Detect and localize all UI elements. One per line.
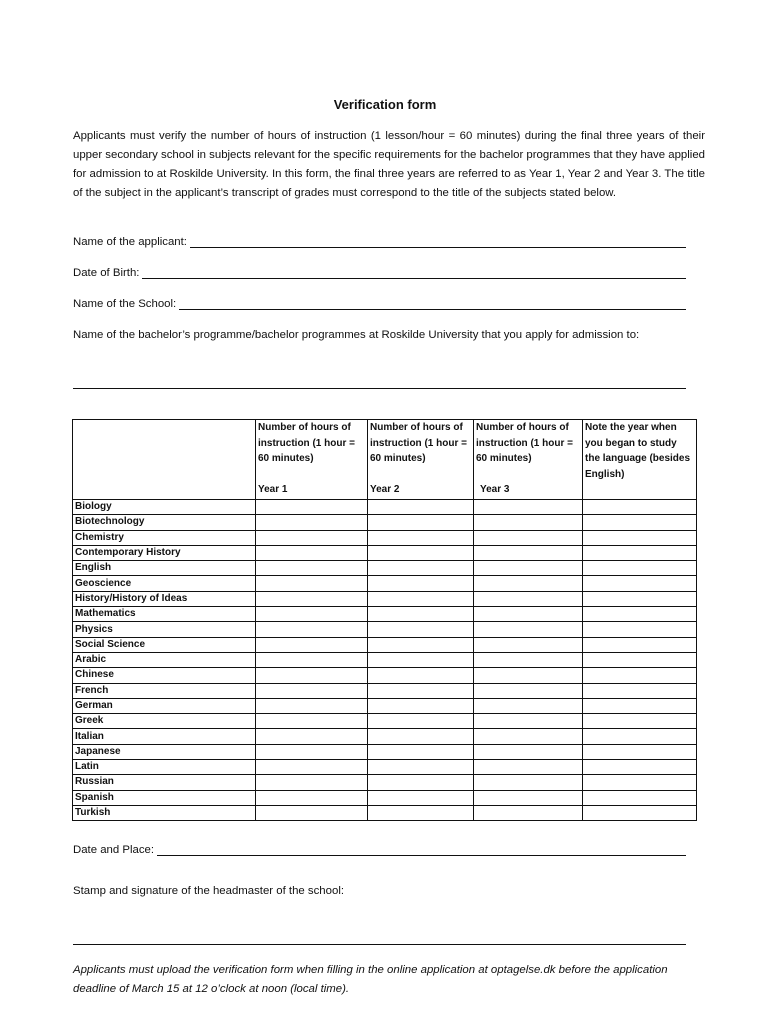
cell-year-1[interactable]	[256, 515, 368, 530]
applicant-name-field[interactable]	[73, 235, 686, 248]
cell-language-year[interactable]	[583, 760, 697, 775]
subject-name: Contemporary History	[73, 545, 256, 560]
footer-note: Applicants must upload the verification form when filling in the online application at optagelse.dk before the application deadline of March 15 at 12 o’clock at noon (local time).	[73, 964, 668, 995]
table-row	[73, 668, 697, 683]
cell-year-2[interactable]	[368, 515, 474, 530]
cell-language-year[interactable]	[583, 698, 697, 713]
cell-year-1[interactable]	[256, 591, 368, 606]
cell-year-3[interactable]	[474, 591, 583, 606]
cell-year-1[interactable]	[256, 561, 368, 576]
table-row	[73, 729, 697, 744]
cell-year-2[interactable]	[368, 729, 474, 744]
subject-rows	[73, 500, 697, 821]
cell-year-1[interactable]	[256, 500, 368, 515]
header-year-3-label: Year 3	[480, 483, 510, 495]
cell-year-2[interactable]	[368, 576, 474, 591]
cell-language-year[interactable]	[583, 576, 697, 591]
header-year-3-text: Number of hours of instruction (1 hour = 60 minutes)	[476, 422, 573, 464]
table-row	[73, 637, 697, 652]
cell-language-year[interactable]	[583, 591, 697, 606]
subject-name: German	[73, 698, 256, 713]
subject-name: History/History of Ideas	[73, 591, 256, 606]
cell-language-year[interactable]	[583, 652, 697, 667]
subject-name: Chemistry	[73, 530, 256, 545]
cell-year-3[interactable]	[474, 622, 583, 637]
cell-year-3[interactable]	[474, 775, 583, 790]
cell-year-2[interactable]	[368, 500, 474, 515]
cell-language-year[interactable]	[583, 775, 697, 790]
table-row	[73, 652, 697, 667]
cell-year-2[interactable]	[368, 714, 474, 729]
table-row	[73, 698, 697, 713]
subject-name: Biology	[73, 500, 256, 515]
programme-line[interactable]	[73, 376, 686, 389]
subject-name: Russian	[73, 775, 256, 790]
cell-language-year[interactable]	[583, 790, 697, 805]
table-row	[73, 530, 697, 545]
cell-year-3[interactable]	[474, 698, 583, 713]
subject-name: Geoscience	[73, 576, 256, 591]
cell-year-3[interactable]	[474, 561, 583, 576]
cell-language-year[interactable]	[583, 744, 697, 759]
cell-year-1[interactable]	[256, 668, 368, 683]
cell-year-2[interactable]	[368, 622, 474, 637]
cell-language-year[interactable]	[583, 607, 697, 622]
cell-language-year[interactable]	[583, 805, 697, 820]
cell-year-3[interactable]	[474, 530, 583, 545]
table-row	[73, 576, 697, 591]
cell-language-year[interactable]	[583, 561, 697, 576]
table-row	[73, 545, 697, 560]
subject-name: Latin	[73, 760, 256, 775]
cell-year-2[interactable]	[368, 652, 474, 667]
cell-year-3[interactable]	[474, 760, 583, 775]
subject-name: Japanese	[73, 744, 256, 759]
cell-year-3[interactable]	[474, 668, 583, 683]
cell-year-3[interactable]	[474, 515, 583, 530]
table-header-row	[73, 420, 697, 500]
cell-year-2[interactable]	[368, 805, 474, 820]
cell-year-3[interactable]	[474, 683, 583, 698]
cell-year-2[interactable]	[368, 637, 474, 652]
cell-year-1[interactable]	[256, 775, 368, 790]
header-year-1-text: Number of hours of instruction (1 hour = 60 minutes)	[258, 422, 355, 464]
cell-year-1[interactable]	[256, 545, 368, 560]
subject-name: Turkish	[73, 805, 256, 820]
table-row	[73, 591, 697, 606]
table-row	[73, 714, 697, 729]
cell-year-3[interactable]	[474, 729, 583, 744]
subject-name: Mathematics	[73, 607, 256, 622]
cell-year-2[interactable]	[368, 744, 474, 759]
hours-table	[72, 419, 697, 821]
subject-name: Chinese	[73, 668, 256, 683]
subject-name: English	[73, 561, 256, 576]
cell-year-1[interactable]	[256, 744, 368, 759]
table-row	[73, 744, 697, 759]
subject-name: Physics	[73, 622, 256, 637]
cell-year-3[interactable]	[474, 790, 583, 805]
cell-year-2[interactable]	[368, 668, 474, 683]
date-of-birth-label: Date of Birth:	[73, 267, 140, 279]
date-place-line[interactable]	[157, 843, 686, 856]
subject-name: Greek	[73, 714, 256, 729]
header-language-note	[583, 420, 697, 500]
cell-year-2[interactable]	[368, 561, 474, 576]
table-row	[73, 561, 697, 576]
cell-year-2[interactable]	[368, 760, 474, 775]
subject-name: Biotechnology	[73, 515, 256, 530]
date-place-label: Date and Place:	[73, 844, 155, 856]
header-year-3	[474, 420, 583, 500]
stamp-signature-line[interactable]	[73, 932, 686, 945]
cell-year-1[interactable]	[256, 607, 368, 622]
cell-language-year[interactable]	[583, 622, 697, 637]
header-year-2-text: Number of hours of instruction (1 hour = 60 minutes)	[370, 422, 467, 464]
date-of-birth-field[interactable]	[73, 266, 686, 279]
table-row	[73, 805, 697, 820]
header-year-2	[368, 420, 474, 500]
cell-year-1[interactable]	[256, 637, 368, 652]
cell-year-2[interactable]	[368, 698, 474, 713]
table-row	[73, 683, 697, 698]
table-row	[73, 790, 697, 805]
cell-year-3[interactable]	[474, 545, 583, 560]
cell-year-2[interactable]	[368, 775, 474, 790]
cell-year-3[interactable]	[474, 500, 583, 515]
header-year-2-label: Year 2	[370, 483, 400, 495]
programme-label: Name of the bachelor’s programme/bachelor programmes at Roskilde University that you apply for admission to:	[73, 329, 640, 341]
cell-year-1[interactable]	[256, 576, 368, 591]
cell-year-1[interactable]	[256, 805, 368, 820]
intro-paragraph: Applicants must verify the number of hours of instruction (1 lesson/hour = 60 minutes) during the final three years of their upper secondary school in subjects relevant for the specific requirements for the bachelor programmes that they have applied for admission to at Roskilde University. In this form, the final three years are referred to as Year 1, Year 2 and Year 3. The title of the subject in the applicant’s transcript of grades must correspond to the title of the subjects stated below.	[73, 130, 705, 200]
header-language-note-text: Note the year when you began to study the language (besides English)	[585, 422, 691, 480]
cell-year-2[interactable]	[368, 591, 474, 606]
table-row	[73, 622, 697, 637]
date-place-field[interactable]	[73, 843, 686, 856]
cell-language-year[interactable]	[583, 545, 697, 560]
cell-year-2[interactable]	[368, 683, 474, 698]
cell-year-1[interactable]	[256, 683, 368, 698]
subject-name: Italian	[73, 729, 256, 744]
stamp-signature-label: Stamp and signature of the headmaster of the school:	[73, 885, 345, 897]
applicant-name-line[interactable]	[190, 235, 686, 248]
cell-year-3[interactable]	[474, 805, 583, 820]
header-year-1-label: Year 1	[258, 483, 288, 495]
table-row	[73, 515, 697, 530]
cell-year-3[interactable]	[474, 607, 583, 622]
cell-language-year[interactable]	[583, 500, 697, 515]
cell-year-1[interactable]	[256, 622, 368, 637]
subject-name: Spanish	[73, 790, 256, 805]
school-name-field[interactable]	[73, 297, 686, 310]
table-row	[73, 760, 697, 775]
cell-year-3[interactable]	[474, 652, 583, 667]
subject-name: French	[73, 683, 256, 698]
cell-language-year[interactable]	[583, 729, 697, 744]
applicant-name-label: Name of the applicant:	[73, 236, 187, 248]
subject-name: Arabic	[73, 652, 256, 667]
cell-year-3[interactable]	[474, 744, 583, 759]
school-name-label: Name of the School:	[73, 298, 177, 310]
cell-language-year[interactable]	[583, 515, 697, 530]
cell-year-2[interactable]	[368, 607, 474, 622]
cell-year-3[interactable]	[474, 576, 583, 591]
cell-year-1[interactable]	[256, 652, 368, 667]
date-of-birth-line[interactable]	[142, 266, 686, 279]
cell-year-3[interactable]	[474, 637, 583, 652]
cell-year-2[interactable]	[368, 545, 474, 560]
cell-language-year[interactable]	[583, 668, 697, 683]
cell-language-year[interactable]	[583, 683, 697, 698]
cell-year-2[interactable]	[368, 530, 474, 545]
header-subject	[73, 420, 256, 500]
table-row	[73, 500, 697, 515]
cell-language-year[interactable]	[583, 714, 697, 729]
subject-name: Social Science	[73, 637, 256, 652]
form-title: Verification form	[333, 97, 437, 112]
cell-year-1[interactable]	[256, 698, 368, 713]
cell-language-year[interactable]	[583, 637, 697, 652]
cell-year-1[interactable]	[256, 729, 368, 744]
cell-language-year[interactable]	[583, 530, 697, 545]
cell-year-1[interactable]	[256, 530, 368, 545]
header-year-1	[256, 420, 368, 500]
cell-year-1[interactable]	[256, 760, 368, 775]
table-row	[73, 607, 697, 622]
school-name-line[interactable]	[179, 297, 686, 310]
cell-year-2[interactable]	[368, 790, 474, 805]
table-row	[73, 775, 697, 790]
cell-year-1[interactable]	[256, 714, 368, 729]
cell-year-1[interactable]	[256, 790, 368, 805]
cell-year-3[interactable]	[474, 714, 583, 729]
